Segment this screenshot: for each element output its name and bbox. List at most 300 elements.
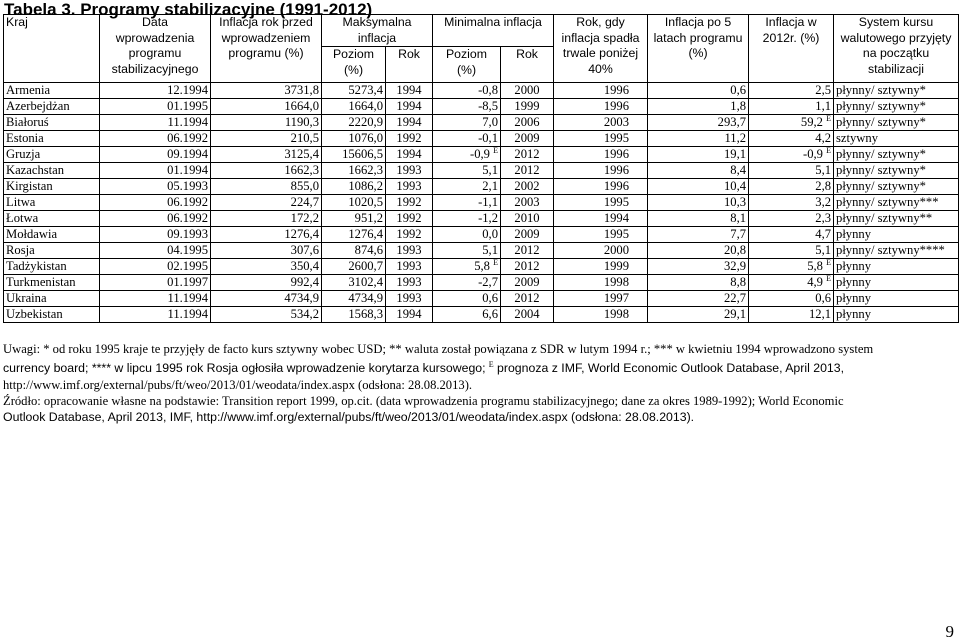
cell-inflation-2012-text: 4,2 [815, 131, 832, 145]
cell-inflation-before-text: 1662,3 [284, 163, 319, 177]
cell-min-level [433, 99, 501, 115]
table-row [4, 179, 959, 195]
cell-max-level [322, 227, 386, 243]
cell-inflation-before-text: 1190,3 [284, 115, 319, 129]
cell-min-level-text: 5,1 [482, 163, 498, 177]
cell-min-year [501, 291, 554, 307]
cell-inflation-2012-text: 2,3 [815, 211, 832, 225]
cell-country [4, 307, 100, 323]
cell-inflation-after-5 [648, 195, 749, 211]
cell-inflation-before [211, 163, 322, 179]
cell-inflation-2012-sup: E [826, 258, 832, 267]
cell-max-year-text: 1993 [396, 179, 422, 193]
cell-max-year-text: 1993 [396, 275, 422, 289]
cell-inflation-before-text: 3125,4 [284, 147, 319, 161]
cell-inflation-before-text: 855,0 [290, 179, 319, 193]
cell-max-year [386, 211, 433, 227]
cell-country-text: Armenia [6, 83, 51, 97]
cell-max-year-text: 1993 [396, 259, 422, 273]
cell-country-text: Ukraina [6, 291, 47, 305]
cell-max-level-text: 4734,9 [348, 291, 383, 305]
cell-max-level-text: 1664,0 [348, 99, 383, 113]
cell-inflation-2012 [749, 163, 834, 179]
cell-exchange-system [834, 147, 959, 163]
cell-inflation-after-5 [648, 115, 749, 131]
cell-year-below-40-text: 1994 [603, 211, 630, 225]
cell-exchange-system [834, 163, 959, 179]
cell-year-below-40 [554, 99, 648, 115]
cell-max-level-text: 1020,5 [348, 195, 383, 209]
cell-year-below-40 [554, 147, 648, 163]
cell-intro-date [100, 291, 211, 307]
cell-exchange-system [834, 83, 959, 99]
cell-inflation-2012-text: 4,9 [807, 275, 823, 289]
cell-intro-date [100, 259, 211, 275]
cell-min-year-text: 2012 [514, 291, 540, 305]
cell-intro-date-text: 06.1992 [167, 195, 208, 209]
cell-inflation-before [211, 115, 322, 131]
cell-intro-date-text: 11.1994 [167, 291, 208, 305]
header-max-level: Poziom (%) [322, 47, 386, 83]
cell-max-level [322, 259, 386, 275]
cell-min-level-text: -1,1 [478, 195, 498, 209]
cell-inflation-2012-text: 1,1 [815, 99, 832, 113]
cell-inflation-2012 [749, 211, 834, 227]
cell-max-year [386, 83, 433, 99]
cell-inflation-after-5 [648, 291, 749, 307]
cell-year-below-40-text: 1996 [603, 99, 630, 113]
cell-year-below-40-text: 1996 [603, 83, 630, 97]
cell-inflation-after-5-text: 19,1 [723, 147, 747, 161]
cell-min-level-text: -1,2 [478, 211, 498, 225]
cell-max-year-text: 1992 [396, 195, 422, 209]
cell-max-level-text: 874,6 [354, 243, 383, 257]
cell-min-year [501, 211, 554, 227]
cell-min-level-sup: E [493, 146, 498, 155]
cell-year-below-40 [554, 115, 648, 131]
cell-max-year [386, 179, 433, 195]
cell-year-below-40-text: 1995 [603, 195, 630, 209]
cell-inflation-after-5-text: 29,1 [723, 307, 747, 321]
cell-max-year-text: 1994 [396, 115, 422, 129]
cell-intro-date-text: 09.1994 [167, 147, 208, 161]
cell-year-below-40-text: 1996 [603, 147, 630, 161]
cell-exchange-system [834, 115, 959, 131]
cell-max-level-text: 2220,9 [348, 115, 383, 129]
cell-inflation-2012 [749, 307, 834, 323]
cell-max-year [386, 291, 433, 307]
cell-exchange-system-text: płynny [836, 227, 871, 241]
table-row [4, 291, 959, 307]
cell-exchange-system-text: płynny/ sztywny* [836, 99, 926, 113]
cell-year-below-40-text: 1995 [603, 227, 630, 241]
cell-min-level-text: 5,8 [474, 259, 490, 273]
cell-inflation-2012-text: 4,7 [815, 227, 832, 241]
cell-country [4, 147, 100, 163]
cell-year-below-40 [554, 131, 648, 147]
cell-min-year [501, 243, 554, 259]
cell-inflation-before-text: 1276,4 [284, 227, 319, 241]
cell-year-below-40-text: 1996 [603, 163, 630, 177]
cell-year-below-40-text: 2000 [603, 243, 630, 257]
cell-min-level-text: -0,8 [478, 83, 498, 97]
cell-exchange-system [834, 307, 959, 323]
cell-max-level [322, 243, 386, 259]
cell-min-level [433, 307, 501, 323]
cell-country [4, 179, 100, 195]
cell-inflation-after-5-text: 10,4 [723, 179, 747, 193]
cell-min-level-text: -0,1 [478, 131, 498, 145]
notes-line-1: Uwagi: * od roku 1995 kraje te przyjęły de facto kurs sztywny wobec USD; ** waluta został powiązana z SDR w lutym 1994 r.; *** w kwietniu 1994 wprowadzono system [3, 342, 874, 356]
cell-year-below-40-text: 1998 [603, 275, 630, 289]
cell-inflation-after-5 [648, 179, 749, 195]
cell-intro-date [100, 211, 211, 227]
cell-min-year-text: 2012 [514, 259, 540, 273]
cell-country-text: Turkmenistan [6, 275, 76, 289]
cell-country-text: Mołdawia [6, 227, 58, 241]
cell-intro-date [100, 147, 211, 163]
cell-inflation-after-5-text: 1,8 [730, 99, 747, 113]
cell-inflation-before [211, 131, 322, 147]
cell-min-year-text: 2002 [514, 179, 540, 193]
cell-max-level-text: 5273,4 [348, 83, 383, 97]
cell-country [4, 83, 100, 99]
cell-inflation-after-5 [648, 243, 749, 259]
table-row [4, 275, 959, 291]
notes-line-2-rest: prognoza z IMF, World Economic Outlook Database, April 2013, [493, 361, 845, 376]
cell-inflation-before [211, 99, 322, 115]
cell-max-year-text: 1994 [396, 99, 422, 113]
cell-year-below-40 [554, 227, 648, 243]
cell-exchange-system [834, 99, 959, 115]
cell-year-below-40 [554, 259, 648, 275]
cell-inflation-2012-text: 5,1 [815, 243, 832, 257]
header-inflation-2012: Inflacja w 2012r. (%) [749, 15, 834, 83]
cell-min-year-text: 2000 [514, 83, 540, 97]
cell-inflation-before [211, 243, 322, 259]
cell-max-year [386, 115, 433, 131]
cell-min-level-text: -2,7 [478, 275, 498, 289]
cell-inflation-after-5 [648, 131, 749, 147]
cell-inflation-after-5 [648, 275, 749, 291]
cell-max-year [386, 163, 433, 179]
cell-max-level [322, 131, 386, 147]
document-title: Tabela 3. Programy stabilizacyjne (1991-2012) [4, 0, 373, 19]
cell-min-year-text: 2009 [514, 227, 540, 241]
cell-exchange-system-text: płynny/ sztywny** [836, 211, 933, 225]
cell-exchange-system [834, 227, 959, 243]
cell-year-below-40 [554, 275, 648, 291]
cell-country-text: Gruzja [6, 147, 41, 161]
cell-min-level [433, 227, 501, 243]
cell-min-year-text: 2006 [514, 115, 540, 129]
cell-inflation-before-text: 307,6 [290, 243, 319, 257]
cell-inflation-after-5 [648, 227, 749, 243]
table-row [4, 115, 959, 131]
cell-max-level-text: 15606,5 [342, 147, 383, 161]
cell-max-year-text: 1992 [396, 131, 422, 145]
cell-inflation-after-5-text: 293,7 [717, 115, 747, 129]
cell-min-level [433, 147, 501, 163]
cell-max-year [386, 99, 433, 115]
cell-inflation-after-5-text: 22,7 [723, 291, 747, 305]
cell-country-text: Uzbekistan [6, 307, 63, 321]
cell-country [4, 291, 100, 307]
cell-inflation-2012-text: 2,5 [815, 83, 832, 97]
cell-min-year [501, 163, 554, 179]
cell-country [4, 195, 100, 211]
cell-max-year [386, 227, 433, 243]
cell-max-year [386, 259, 433, 275]
cell-min-year [501, 147, 554, 163]
cell-inflation-before [211, 275, 322, 291]
header-year-below-40: Rok, gdy inflacja spadła trwale poniżej 40% [554, 15, 648, 83]
cell-max-year-text: 1994 [396, 147, 422, 161]
cell-max-year-text: 1994 [396, 307, 422, 321]
cell-min-level [433, 83, 501, 99]
cell-max-year-text: 1994 [396, 83, 422, 97]
cell-min-level [433, 131, 501, 147]
cell-max-level [322, 275, 386, 291]
cell-country-text: Łotwa [6, 211, 39, 225]
header-min-level: Poziom (%) [433, 47, 501, 83]
cell-country-text: Azerbejdżan [6, 99, 70, 113]
cell-inflation-2012-text: 5,8 [807, 259, 823, 273]
cell-intro-date-text: 01.1994 [167, 163, 208, 177]
cell-inflation-before-text: 3731,8 [284, 83, 319, 97]
cell-year-below-40 [554, 179, 648, 195]
cell-min-level-text: 2,1 [482, 179, 498, 193]
cell-inflation-2012 [749, 227, 834, 243]
cell-country-text: Białoruś [6, 115, 49, 129]
cell-min-level-sup: E [493, 258, 498, 267]
cell-exchange-system-text: płynny/ sztywny* [836, 83, 926, 97]
cell-min-year-text: 2003 [514, 195, 540, 209]
cell-inflation-after-5-text: 8,8 [730, 275, 747, 289]
cell-max-year [386, 243, 433, 259]
cell-country [4, 211, 100, 227]
cell-exchange-system [834, 131, 959, 147]
cell-inflation-after-5-text: 8,4 [730, 163, 747, 177]
cell-max-year [386, 147, 433, 163]
page-number: 9 [945, 622, 954, 641]
table-row [4, 259, 959, 275]
cell-min-level-text: 6,6 [482, 307, 498, 321]
cell-inflation-2012-text: 59,2 [800, 115, 823, 129]
header-max-inflation: Maksymalna inflacja [322, 15, 433, 47]
cell-intro-date-text: 04.1995 [167, 243, 208, 257]
cell-inflation-2012 [749, 291, 834, 307]
cell-min-level-text: 7,0 [482, 115, 498, 129]
cell-max-level-text: 1076,0 [348, 131, 383, 145]
cell-min-level [433, 291, 501, 307]
cell-min-year [501, 227, 554, 243]
cell-min-year-text: 1999 [514, 99, 540, 113]
table-body [4, 83, 959, 323]
cell-country [4, 259, 100, 275]
cell-inflation-after-5 [648, 211, 749, 227]
cell-min-year [501, 275, 554, 291]
cell-intro-date-text: 09.1993 [167, 227, 208, 241]
cell-inflation-2012 [749, 147, 834, 163]
table-row [4, 147, 959, 163]
cell-country-text: Litwa [6, 195, 36, 209]
cell-exchange-system-text: płynny/ sztywny* [836, 115, 926, 129]
cell-exchange-system [834, 195, 959, 211]
cell-inflation-before [211, 195, 322, 211]
notes-line-2-sup: E [488, 360, 494, 370]
cell-inflation-2012-text: -0,9 [803, 147, 823, 161]
cell-max-level-text: 2600,7 [348, 259, 383, 273]
cell-intro-date [100, 163, 211, 179]
cell-min-year [501, 131, 554, 147]
table-row [4, 227, 959, 243]
cell-inflation-after-5 [648, 83, 749, 99]
cell-inflation-2012-sup: E [826, 146, 832, 155]
cell-inflation-2012 [749, 179, 834, 195]
cell-min-level-text: 0,6 [482, 291, 498, 305]
cell-max-level [322, 115, 386, 131]
cell-inflation-before-text: 4734,9 [284, 291, 319, 305]
cell-country-text: Rosja [6, 243, 35, 257]
cell-intro-date [100, 99, 211, 115]
table-row [4, 243, 959, 259]
cell-min-level [433, 195, 501, 211]
stabilization-programs-table [3, 14, 959, 323]
cell-year-below-40-text: 2003 [603, 115, 630, 129]
cell-intro-date [100, 115, 211, 131]
header-country: Kraj [4, 15, 100, 83]
cell-exchange-system-text: płynny [836, 307, 871, 321]
cell-country-text: Estonia [6, 131, 44, 145]
cell-max-year [386, 275, 433, 291]
cell-max-level [322, 83, 386, 99]
cell-intro-date [100, 179, 211, 195]
cell-intro-date-text: 06.1992 [167, 131, 208, 145]
cell-inflation-before-text: 534,2 [290, 307, 319, 321]
cell-inflation-2012-sup: E [826, 114, 832, 123]
cell-intro-date-text: 05.1993 [167, 179, 208, 193]
table-row [4, 307, 959, 323]
cell-max-level [322, 163, 386, 179]
table-row [4, 83, 959, 99]
cell-inflation-after-5-text: 0,6 [730, 83, 747, 97]
cell-year-below-40 [554, 195, 648, 211]
cell-min-level [433, 243, 501, 259]
cell-inflation-after-5 [648, 259, 749, 275]
cell-exchange-system-text: sztywny [836, 131, 878, 145]
cell-inflation-before-text: 1664,0 [284, 99, 319, 113]
notes-line-2 [3, 357, 955, 376]
table-row [4, 99, 959, 115]
cell-country-text: Kazachstan [6, 163, 65, 177]
cell-exchange-system-text: płynny [836, 259, 871, 273]
cell-country [4, 163, 100, 179]
cell-max-level-text: 951,2 [354, 211, 383, 225]
cell-year-below-40-text: 1996 [603, 179, 630, 193]
cell-year-below-40-text: 1999 [603, 259, 630, 273]
cell-exchange-system-text: płynny/ sztywny* [836, 163, 926, 177]
cell-country-text: Kirgistan [6, 179, 53, 193]
cell-year-below-40 [554, 291, 648, 307]
cell-inflation-before-text: 210,5 [290, 131, 319, 145]
cell-inflation-before [211, 147, 322, 163]
cell-country [4, 243, 100, 259]
cell-max-year [386, 195, 433, 211]
cell-min-level [433, 179, 501, 195]
cell-max-level [322, 195, 386, 211]
cell-min-level [433, 211, 501, 227]
cell-inflation-after-5 [648, 147, 749, 163]
cell-max-level-text: 1662,3 [348, 163, 383, 177]
cell-max-level [322, 291, 386, 307]
cell-min-level [433, 115, 501, 131]
cell-inflation-before [211, 291, 322, 307]
cell-year-below-40 [554, 307, 648, 323]
cell-intro-date-text: 11.1994 [167, 307, 208, 321]
cell-inflation-after-5 [648, 99, 749, 115]
cell-intro-date-text: 12.1994 [167, 83, 208, 97]
cell-inflation-before [211, 227, 322, 243]
cell-min-level [433, 275, 501, 291]
cell-exchange-system-text: płynny/ sztywny**** [836, 243, 945, 257]
cell-country [4, 99, 100, 115]
cell-country [4, 131, 100, 147]
cell-intro-date [100, 227, 211, 243]
header-min-year: Rok [501, 47, 554, 83]
header-inflation-before: Inflacja rok przed wprowadzeniem programu (%) [211, 15, 322, 83]
cell-inflation-after-5 [648, 163, 749, 179]
cell-min-level-text: -8,5 [478, 99, 498, 113]
header-intro-date: Data wprowadzenia programu stabilizacyjnego [100, 15, 211, 83]
cell-intro-date-text: 01.1997 [167, 275, 208, 289]
cell-inflation-2012 [749, 259, 834, 275]
cell-exchange-system [834, 291, 959, 307]
cell-max-level [322, 99, 386, 115]
cell-min-year-text: 2010 [514, 211, 540, 225]
cell-country [4, 115, 100, 131]
cell-min-year-text: 2012 [514, 243, 540, 257]
cell-country [4, 227, 100, 243]
cell-inflation-2012-sup: E [826, 274, 832, 283]
source-line-2: Outlook Database, April 2013, IMF, http://www.imf.org/external/pubs/ft/weo/2013/01/weodata/index.aspx (odsłona: 28.08.2013). [3, 410, 695, 424]
cell-exchange-system [834, 243, 959, 259]
cell-min-year [501, 99, 554, 115]
cell-max-year-text: 1993 [396, 291, 422, 305]
cell-inflation-2012-text: 5,1 [815, 163, 832, 177]
cell-exchange-system-text: płynny [836, 275, 871, 289]
table-row [4, 211, 959, 227]
cell-inflation-before [211, 179, 322, 195]
cell-inflation-2012 [749, 115, 834, 131]
cell-max-year-text: 1993 [396, 163, 422, 177]
cell-max-level [322, 307, 386, 323]
cell-max-year-text: 1992 [396, 211, 422, 225]
cell-intro-date [100, 243, 211, 259]
cell-inflation-2012-text: 2,8 [815, 179, 832, 193]
cell-intro-date [100, 83, 211, 99]
cell-max-year-text: 1992 [396, 227, 422, 241]
cell-inflation-after-5-text: 20,8 [723, 243, 747, 257]
table-row [4, 131, 959, 147]
cell-year-below-40 [554, 243, 648, 259]
cell-year-below-40-text: 1998 [603, 307, 630, 321]
cell-max-level [322, 147, 386, 163]
cell-inflation-2012 [749, 99, 834, 115]
cell-year-below-40 [554, 163, 648, 179]
cell-exchange-system [834, 211, 959, 227]
table-row [4, 195, 959, 211]
